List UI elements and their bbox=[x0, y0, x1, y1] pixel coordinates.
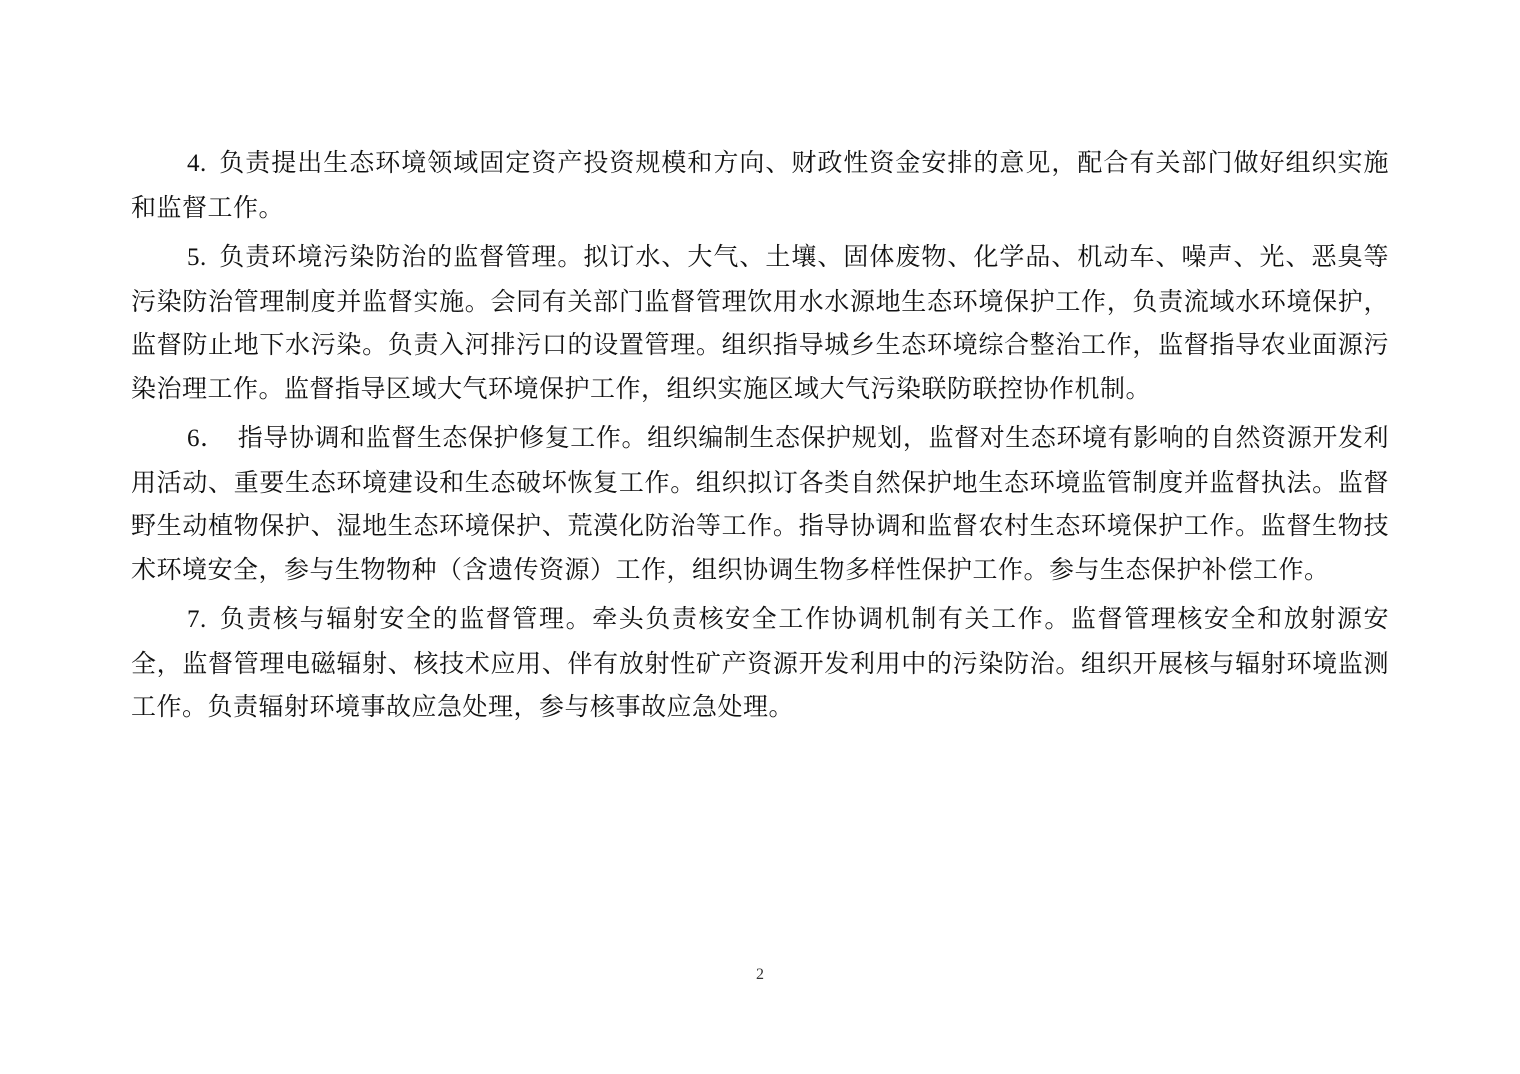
paragraph-item-5 bbox=[131, 235, 1389, 410]
paragraph-text: 负责环境污染防治的监督管理。拟订水、大气、土壤、固体废物、化学品、机动车、噪声、光、恶臭等污染防治管理制度并监督实施。会同有关部门监督管理饮用水水源地生态环境保护工作，负责流域水环境保护，监督防止地下水污染。负责入河排污口的设置管理。组织指导城乡生态环境综合整治工作，监督指导农业面源污染治理工作。监督指导区域大气环境保护工作，组织实施区域大气污染联防联控协作机制。 bbox=[131, 242, 1389, 403]
page-number: 2 bbox=[756, 966, 764, 983]
paragraph-number: 5. bbox=[187, 244, 207, 271]
paragraph-number: 7. bbox=[187, 606, 207, 633]
paragraph-item-6 bbox=[131, 416, 1389, 591]
paragraph-item-4 bbox=[131, 141, 1389, 229]
paragraph-number: 6． bbox=[187, 425, 226, 452]
paragraph-text: 指导协调和监督生态保护修复工作。组织编制生态保护规划，监督对生态环境有影响的自然资源开发利用活动、重要生态环境建设和生态破坏恢复工作。组织拟订各类自然保护地生态环境监管制度并监督执法。监督野生动植物保护、湿地生态环境保护、荒漠化防治等工作。指导协调和监督农村生态环境保护工作。监督生物技术环境安全，参与生物物种（含遗传资源）工作，组织协调生物多样性保护工作。参与生态保护补偿工作。 bbox=[131, 423, 1389, 584]
document-body bbox=[131, 141, 1389, 735]
paragraph-item-7 bbox=[131, 597, 1389, 729]
paragraph-number: 4. bbox=[187, 150, 207, 177]
paragraph-text: 负责提出生态环境领域固定资产投资规模和方向、财政性资金安排的意见，配合有关部门做好组织实施和监督工作。 bbox=[131, 148, 1389, 222]
paragraph-text: 负责核与辐射安全的监督管理。牵头负责核安全工作协调机制有关工作。监督管理核安全和放射源安全，监督管理电磁辐射、核技术应用、伴有放射性矿产资源开发利用中的污染防治。组织开展核与辐射环境监测工作。负责辐射环境事故应急处理，参与核事故应急处理。 bbox=[131, 604, 1389, 721]
